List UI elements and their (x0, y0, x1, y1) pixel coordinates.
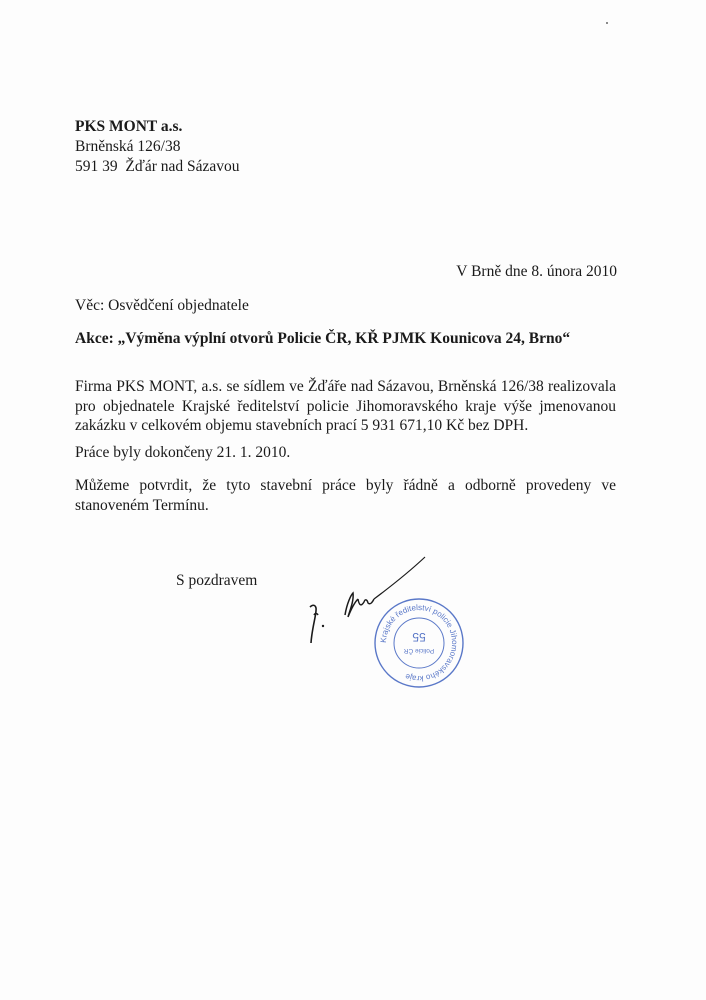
recipient-city: 591 39 Žďár nad Sázavou (75, 158, 240, 175)
stamp-number: 55 (412, 630, 426, 644)
recipient-address (75, 117, 240, 177)
recipient-street: Brněnská 126/38 (75, 138, 181, 155)
official-stamp (373, 597, 465, 689)
scan-speck (606, 22, 608, 24)
body-paragraph-2: Práce byly dokončeny 21. 1. 2010. (75, 444, 291, 461)
stamp-ring-text: Krajské ředitelství policie Jihomoravského kraje (378, 602, 460, 684)
action-title: Akce: „Výměna výplní otvorů Policie ČR, KŘ PJMK Kounicova 24, Brno“ (75, 330, 571, 347)
date-line: V Brně dne 8. února 2010 (456, 263, 617, 280)
body-paragraph-1: Firma PKS MONT, a.s. se sídlem ve Žďáře nad Sázavou, Brněnská 126/38 realizovala pro objednatele Krajské ředitelství policie Jihomoravského kraje výše jmenovanou zakázku v celkovém objemu stavebních prací 5 931 671,10 Kč bez DPH. (75, 378, 616, 434)
subject-line: Věc: Osvědčení objednatele (75, 297, 249, 314)
closing-salutation: S pozdravem (176, 572, 258, 589)
recipient-name: PKS MONT a.s. (75, 118, 183, 135)
stamp-center-text: Policie ČR (403, 647, 435, 654)
body-paragraph-3: Můžeme potvrdit, že tyto stavební práce byly řádně a odborně provedeny ve stanoveném Termínu. (75, 477, 616, 514)
